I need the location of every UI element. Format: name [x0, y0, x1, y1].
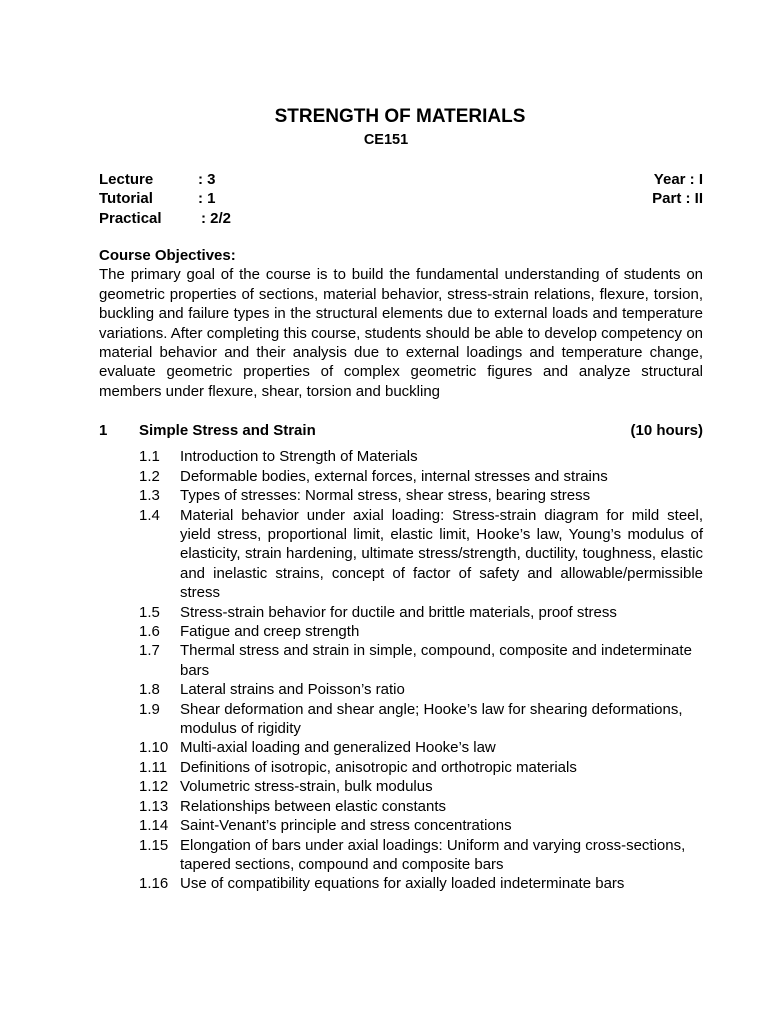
year-label: Year : I — [653, 171, 703, 188]
practical-label: Practical — [99, 209, 162, 227]
topic-list — [99, 447, 703, 893]
objectives-heading: Course Objectives: — [99, 247, 236, 264]
tutorial-value: : 1 — [198, 190, 216, 208]
list-item — [99, 447, 703, 466]
item-number: 1.1 — [139, 448, 160, 466]
part-label: Part : II — [652, 190, 703, 208]
item-number: 1.4 — [139, 506, 160, 524]
practical-value: : 2/2 — [201, 209, 232, 227]
list-item — [99, 467, 703, 486]
item-number: 1.7 — [139, 642, 160, 660]
objectives-text: The primary goal of the course is to build the fundamental understanding of students on geometric properties of sections, material behavior, stress-strain relations, flexure, torsion, buckling and failure types in the structural elements due to external loads and temperature variations. After completing this course, students should be able to develop competency on material behavior and their analysis due to external loadings and temperature change, evaluate geometric properties of complex geometric figures and analyze structural members under flexure, shear, torsion and buckling — [99, 266, 703, 400]
section-1 — [99, 421, 703, 894]
meta-row-practical — [99, 209, 703, 228]
item-text: Elongation of bars under axial loadings: Uniform and varying cross-sections, tapered sections, compound and composite bars — [180, 836, 686, 873]
meta-row-tutorial — [99, 189, 703, 208]
item-text: Introduction to Strength of Materials — [180, 448, 418, 466]
item-text: Stress-strain behavior for ductile and brittle materials, proof stress — [180, 603, 617, 621]
item-number: 1.12 — [139, 778, 169, 796]
item-text: Thermal stress and strain in simple, compound, composite and indeterminate bars — [180, 642, 692, 679]
list-item — [99, 622, 703, 641]
item-number: 1.8 — [139, 681, 160, 699]
list-item — [99, 506, 703, 603]
item-text: Saint-Venant’s principle and stress concentrations — [180, 817, 512, 835]
item-text: Definitions of isotropic, anisotropic and orthotropic materials — [180, 758, 577, 776]
list-item — [99, 797, 703, 816]
list-item — [99, 816, 703, 835]
item-number: 1.10 — [139, 739, 169, 757]
item-text: Relationships between elastic constants — [180, 797, 446, 815]
item-number: 1.5 — [139, 603, 160, 621]
section-hours: (10 hours) — [630, 422, 703, 439]
item-text: Lateral strains and Poisson’s ratio — [180, 681, 405, 699]
item-number: 1.3 — [139, 487, 160, 505]
meta-row-lecture — [99, 170, 703, 189]
item-text: Fatigue and creep strength — [180, 623, 360, 641]
lecture-label: Lecture — [99, 171, 154, 188]
course-objectives — [99, 246, 703, 401]
course-meta — [99, 170, 703, 228]
item-number: 1.9 — [139, 700, 160, 718]
item-number: 1.13 — [139, 797, 169, 815]
section-number: 1 — [99, 422, 108, 439]
list-item — [99, 700, 703, 739]
list-item — [99, 603, 703, 622]
list-item — [99, 874, 703, 893]
list-item — [99, 680, 703, 699]
list-item — [99, 641, 703, 680]
item-number: 1.6 — [139, 623, 160, 641]
list-item — [99, 836, 703, 875]
item-number: 1.15 — [139, 836, 169, 854]
tutorial-label: Tutorial — [99, 190, 153, 208]
item-text: Volumetric stress-strain, bulk modulus — [180, 778, 433, 796]
item-number: 1.11 — [139, 758, 168, 776]
item-number: 1.16 — [139, 875, 169, 893]
item-number: 1.2 — [139, 467, 160, 485]
item-text: Types of stresses: Normal stress, shear stress, bearing stress — [180, 487, 591, 505]
course-code: CE151 — [363, 132, 409, 148]
section-header — [99, 421, 703, 440]
lecture-value: : 3 — [198, 171, 216, 188]
section-title: Simple Stress and Strain — [139, 422, 316, 439]
item-number: 1.14 — [139, 817, 169, 835]
document-title: STRENGTH OF MATERIALS — [274, 106, 526, 127]
item-text: Deformable bodies, external forces, internal stresses and strains — [180, 467, 608, 485]
list-item — [99, 777, 703, 796]
item-text: Multi-axial loading and generalized Hooke’s law — [180, 739, 496, 757]
list-item — [99, 738, 703, 757]
item-text: Use of compatibility equations for axially loaded indeterminate bars — [180, 875, 625, 893]
list-item — [99, 758, 703, 777]
list-item — [99, 486, 703, 505]
item-text: Material behavior under axial loading: Stress-strain diagram for mild steel, yield stress, proportional limit, elastic limit, Hooke’s law, Young’s modulus of elasticity, strain hardening, ultimate stress/strength, ductility, toughness, elastic and inelastic strains, concept of factor of safety and allowable/permissible stress — [180, 506, 703, 602]
item-text: Shear deformation and shear angle; Hooke’s law for shearing deformations, modulus of rigidity — [180, 700, 683, 738]
